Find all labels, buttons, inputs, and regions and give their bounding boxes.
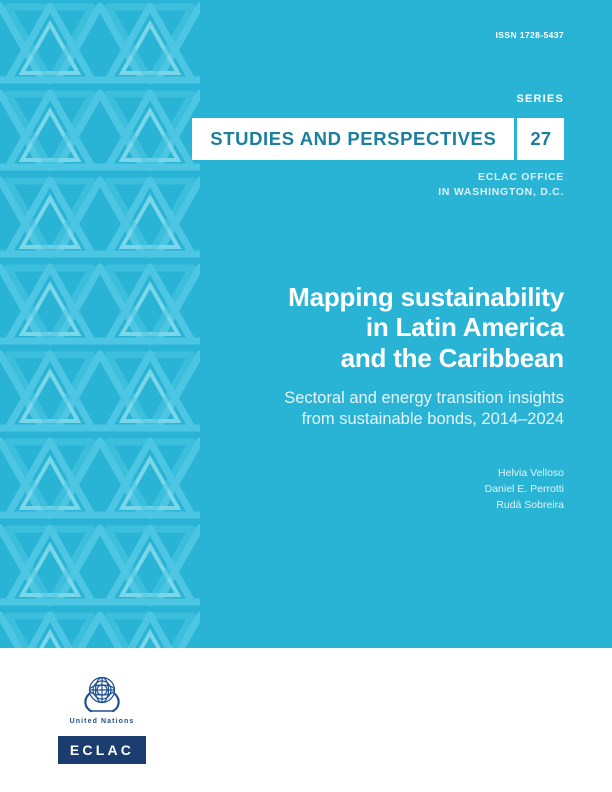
title-line-2: in Latin America — [365, 312, 564, 343]
office-line-1: ECLAC OFFICE — [478, 171, 564, 183]
office-line-2: IN WASHINGTON, D.C. — [438, 186, 564, 199]
page-subtitle — [124, 388, 564, 431]
series-name: STUDIES AND PERSPECTIVES — [192, 118, 514, 160]
author-list — [224, 466, 564, 513]
office-block — [438, 170, 564, 200]
united-nations-logo — [64, 670, 140, 725]
page-title — [134, 282, 564, 373]
author-name: Daniel E. Perrotti — [484, 482, 564, 495]
series-number: 27 — [517, 118, 564, 160]
un-emblem-icon — [78, 670, 126, 714]
author-name: Helvia Velloso — [498, 467, 564, 479]
series-banner — [192, 118, 564, 160]
united-nations-label: United Nations — [69, 718, 135, 725]
title-line-1: Mapping sustainability — [288, 282, 564, 312]
title-line-3: and the Caribbean — [340, 342, 564, 373]
issn-text: ISSN 1728-5437 — [495, 30, 564, 40]
footer-logo-area — [0, 648, 612, 792]
eclac-logo: ECLAC — [58, 736, 146, 764]
subtitle-line-2: from sustainable bonds, 2014–2024 — [301, 410, 564, 429]
author-name: Rudá Sobreira — [496, 498, 564, 511]
series-label: SERIES — [516, 93, 564, 105]
subtitle-line-1: Sectoral and energy transition insights — [284, 389, 564, 407]
